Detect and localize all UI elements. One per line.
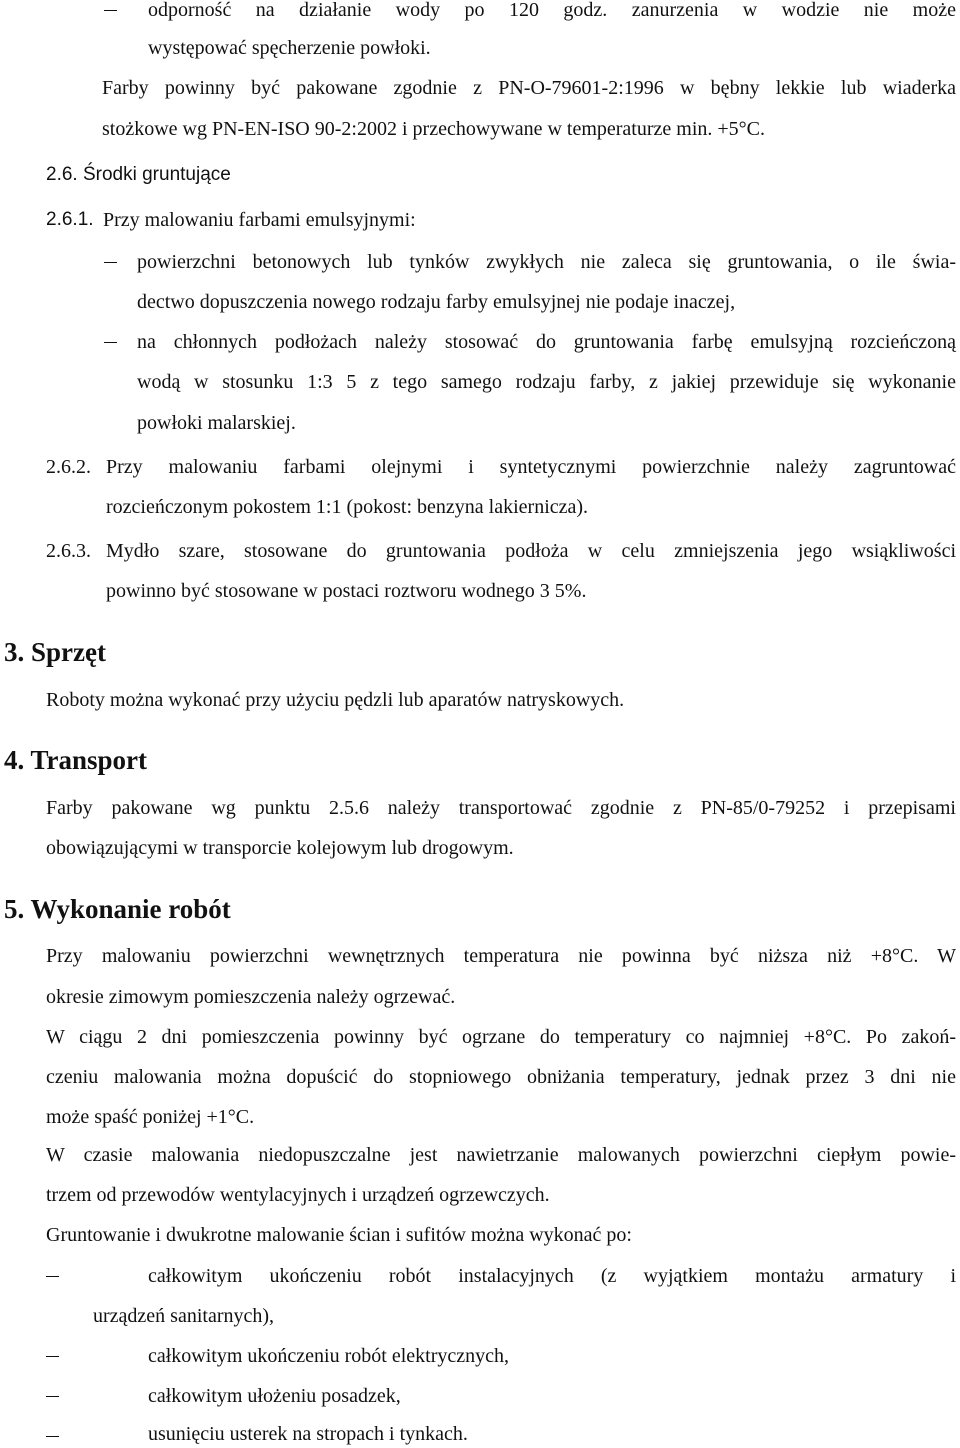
subsection-text: powinno być stosowane w postaci roztworu wodnego 3 5%. <box>106 580 587 602</box>
bullet-dash <box>104 10 117 11</box>
list-item-line: powierzchni betonowych lub tynków zwykłych nie zaleca się gruntowania, o ile świa- <box>137 251 956 273</box>
subsection-text: rozcieńczonym pokostem 1:1 (pokost: benzyna lakiernicza). <box>106 496 589 518</box>
subsection-text: Mydło szare, stosowane do gruntowania podłoża w celu zmniejszenia jego wsiąkliwości <box>106 540 956 562</box>
subsection-text: Przy malowaniu farbami emulsyjnymi: <box>103 209 416 231</box>
bullet-dash <box>46 1396 59 1397</box>
list-item-line: powłoki malarskiej. <box>137 412 296 434</box>
subsection-number: 2.6.1. <box>46 209 94 230</box>
paragraph-line: może spaść poniżej +1°C. <box>46 1106 255 1128</box>
paragraph-line: W czasie malowania niedopuszczalne jest nawietrzanie malowanych powierzchni ciepłym powie- <box>46 1144 956 1166</box>
intro-item-line: odporność na działanie wody po 120 godz. zanurzenia w wodzie nie może <box>148 0 956 21</box>
paragraph-line: Gruntowanie i dwukrotne malowanie ścian i sufitów można wykonać po: <box>46 1224 632 1246</box>
list-item-line: całkowitym ukończeniu robót instalacyjnych (z wyjątkiem montażu armatury i <box>148 1265 956 1287</box>
paragraph-line: trzem od przewodów wentylacyjnych i urządzeń ogrzewczych. <box>46 1184 550 1206</box>
bullet-dash <box>46 1436 59 1437</box>
subsection-number: 2.6.3. <box>46 540 91 562</box>
packaging-text-line: Farby powinny być pakowane zgodnie z PN-O-79601-2:1996 w bębny lekkie lub wiaderka <box>102 77 956 99</box>
paragraph-line: czeniu malowania można dopuścić do stopniowego obniżania temperatury, jednak przez 3 dni nie <box>46 1066 956 1088</box>
section-4-text: obowiązującymi w transporcie kolejowym lub drogowym. <box>46 837 514 859</box>
paragraph-line: W ciągu 2 dni pomieszczenia powinny być ogrzane do temperatury co najmniej +8°C. Po zakoń- <box>46 1026 956 1048</box>
list-item-line: na chłonnych podłożach należy stosować do gruntowania farbę emulsyjną rozcieńczoną <box>137 331 956 353</box>
bullet-dash <box>104 262 117 263</box>
section-5-title: 5. Wykonanie robót <box>4 894 231 924</box>
list-item-line: usunięciu usterek na stropach i tynkach. <box>148 1423 468 1445</box>
section-2-6-title: 2.6. Środki gruntujące <box>46 164 231 185</box>
section-3-text: Roboty można wykonać przy użyciu pędzli lub aparatów natryskowych. <box>46 689 625 711</box>
paragraph-line: Przy malowaniu powierzchni wewnętrznych temperatura nie powinna być niższa niż +8°C. W <box>46 945 956 967</box>
list-item-line: dectwo dopuszczenia nowego rodzaju farby emulsyjnej nie podaje inaczej, <box>137 291 736 313</box>
list-item-line: całkowitym ukończeniu robót elektrycznych, <box>148 1345 509 1367</box>
list-item-line: całkowitym ułożeniu posadzek, <box>148 1385 401 1407</box>
bullet-dash <box>46 1276 59 1277</box>
section-4-text: Farby pakowane wg punktu 2.5.6 należy transportować zgodnie z PN-85/0-79252 i przepisami <box>46 797 956 819</box>
intro-item-line: występować spęcherzenie powłoki. <box>148 37 431 59</box>
paragraph-line: okresie zimowym pomieszczenia należy ogrzewać. <box>46 986 456 1008</box>
subsection-number: 2.6.2. <box>46 456 91 478</box>
subsection-text: Przy malowaniu farbami olejnymi i syntetycznymi powierzchnie należy zagruntować <box>106 456 956 478</box>
packaging-text-line: stożkowe wg PN-EN-ISO 90-2:2002 i przechowywane w temperaturze min. +5°C. <box>102 118 766 140</box>
list-item-line: wodą w stosunku 1:3 5 z tego samego rodzaju farby, z jakiej przewiduje się wykonanie <box>137 371 956 393</box>
section-4-title: 4. Transport <box>4 745 148 775</box>
list-item-line: urządzeń sanitarnych), <box>93 1305 275 1327</box>
bullet-dash <box>104 342 117 343</box>
bullet-dash <box>46 1356 59 1357</box>
section-3-title: 3. Sprzęt <box>4 637 106 667</box>
